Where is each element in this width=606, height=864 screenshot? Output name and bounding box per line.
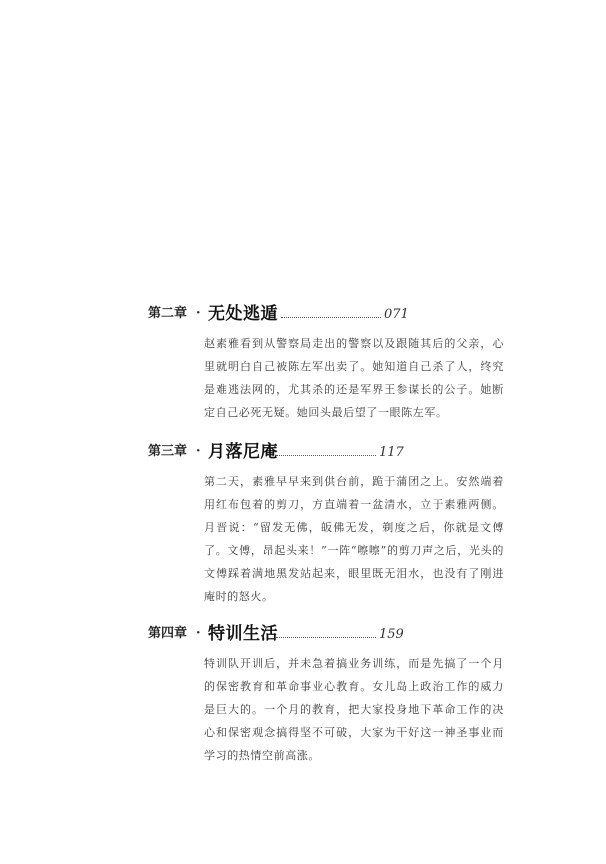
toc-entry-chapter-3 — [148, 438, 508, 608]
chapter-summary: 第二天，素雅早早来到供台前，跪于蒲团之上。安然端着用红布包着的剪刀，方直端着一盆清水，立于素雅两侧。月晋说：“留发无佛，皈佛无发，剃度之后，你就是文傅了。文傅，昂起头来！”一阵“嚓嚓”的剪刀声之后，光头的文傅踩着满地黑发站起来，眼里既无泪水，也没有了刚进庵时的怒火。 — [204, 475, 504, 603]
toc-entry-chapter-2 — [148, 300, 508, 424]
page-number: 159 — [379, 627, 404, 642]
dot-leader — [281, 317, 381, 318]
chapter-summary: 特训队开训后，并未急着搞业务训练，而是先搞了一个月的保密教育和革命事业心教育。女儿岛上政治工作的威力是巨大的。一个月的教育，把大家投身地下革命工作的决心和保密观念搞得坚不可破，大家为干好这一神圣事业而学习的热情空前高涨。 — [204, 657, 504, 762]
chapter-number: 第三章 — [148, 444, 188, 459]
separator-dot: · — [196, 306, 201, 321]
page-number: 117 — [379, 445, 404, 460]
separator-dot: · — [196, 444, 201, 459]
entry-heading[interactable] — [148, 300, 508, 326]
dot-leader — [276, 637, 376, 638]
chapter-number: 第二章 — [148, 306, 188, 321]
chapter-summary: 赵素雅看到从警察局走出的警察以及跟随其后的父亲，心里就明白自己被陈左军出卖了。她知道自己杀了人，终究是难逃法网的，尤其杀的还是军界王参谋长的公子。她断定自己必死无疑。她回头最后望了一眼陈左军。 — [204, 337, 504, 419]
chapter-title: 无处逃遁 — [208, 304, 278, 324]
chapter-title: 特训生活 — [208, 624, 278, 644]
toc-entry-chapter-4 — [148, 620, 508, 767]
chapter-title: 月落尼庵 — [208, 442, 278, 462]
entry-heading[interactable] — [148, 620, 508, 646]
chapter-number: 第四章 — [148, 626, 188, 641]
page-number: 071 — [384, 307, 409, 322]
separator-dot: · — [196, 626, 201, 641]
dot-leader — [276, 455, 376, 456]
entry-heading[interactable] — [148, 438, 508, 464]
